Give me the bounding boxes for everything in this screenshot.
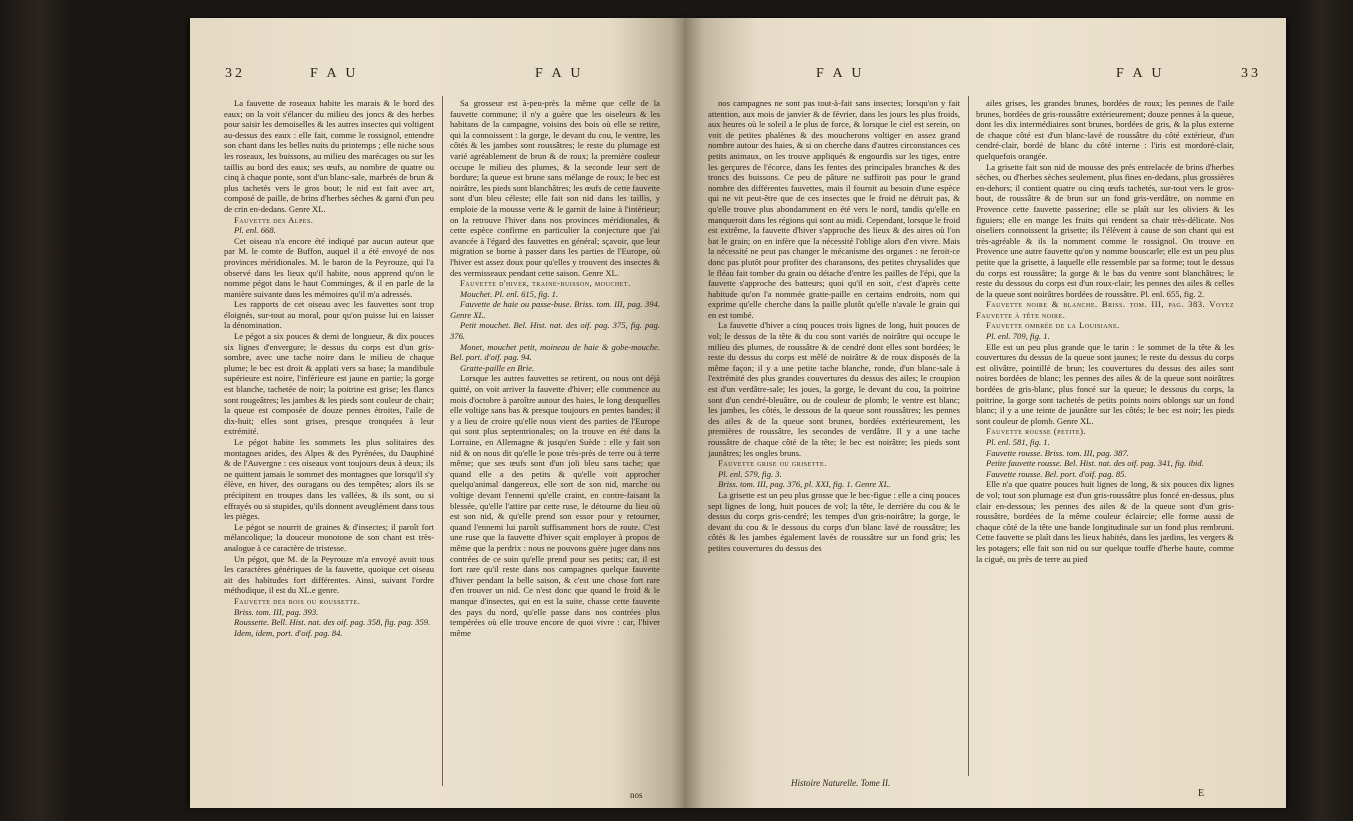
- left-col2-paragraph: Lorsque les autres fauvettes se retirent, ou nous ont déjà quitté, on voit arriver la fauvette d'hiver; elle commence au mois d'octobre à paroître autour des haies, le long desquelles elle voltige sans bas & presque toujours en pentes bandes; il y a lieu de croire qu'elle nous vient des parties de l'Europe qui sont plus septentrionales; on la trouve en été dans la Lorraine, en Allemagne & jusqu'en Suède : elle y fait son nid & on nous dit qu'elle le pose très-près de terre ou à terre même; que ses œufs sont d'un joli bleu sans tache; que quand elle a des petits & qu'elle voit approcher quelqu'animal dangereux, elle sort de son nid, marche ou voltige devant l'ennemi qu'elle craint, en contre-faisant la blessée, qu'elle l'attire par cette ruse, le détourne du lieu où est son nid, & qu'elle prend son essor pour y retourner, quand l'ennemi lui paroît suffisamment hors de route. C'est une ruse que la fauvette d'hiver sçait employer à propos de même que la perdrix : nous ne pouvons guère juger dans nos contrées de ce soin qu'elle prend pour ses petits; car, il est fort rare qu'il reste dans nos campagnes quelque fauvette d'hiver pendant la belle saison, & c'est une chose fort rare d'en trouver un nid. Ce n'est donc que quand le froid & le manque d'insectes, qui en est la suite, chasse cette fauvette des pays du nord, qu'elle passe dans nos contrées plus tempérées où elle trouve encore de quoi vivre : car, l'hiver même: [450, 373, 660, 638]
- right-col1-paragraph: La grisette est un peu plus grosse que le bec-figue : elle a cinq pouces sept lignes de long, huit pouces de vol; la tête, le derrière du cou & le dessus du corps gris-cendré; les tempes d'un gris-noirâtre; la gorge, le devant du cou & le dessous du corps d'un blanc lavé de roussâtre; les côtés & les jambes également lavés de roussâtre sur un fond gris; les petites couvertures du dessus des: [708, 489, 960, 553]
- left-col1-reference: Briss. tom. III, pag. 393.: [234, 606, 319, 617]
- left-col2-reference: Monet, mouchet petit, moineau de haie & gobe-mouche. Bel. port. d'oif. pag. 94.: [450, 341, 660, 363]
- left-col2-heading: Fauvette d'hiver, traine-buisson, mouchet.: [460, 278, 631, 289]
- right-column-1: [708, 98, 960, 773]
- left-page: [190, 18, 686, 808]
- right-col2-paragraph: Elle est un peu plus grande que le tarin : le sommet de la tête & les couvertures du dessus de la queue sont jaunes; le reste du dessus du corps est olivâtre, pointillé de brun; les couvertures du dessus des ailes sont noires bordées de blanc; les pennes des ailes & de la queue sont noirâtres bordées de gris-blanc, plus foncé sur la queue; le dessous du corps, la poitrine, la gorge sont tachetés de petits points noirs oblongs sur un fond blanc; il y a une teinte de jaunâtre sur les côtés; le bec est noir; les pieds sont couleur de plomb. Genre XL.: [976, 341, 1234, 426]
- right-col2-paragraph: La grisette fait son nid de mousse des prés entrelacée de brins d'herbes sèches, ou d'herbes sèches seulement, plus fines en-dedans, plus grossières en-dehors; il contient quatre ou cinq œufs tachetés, sur-tout vers le gros-bout, de roussâtre & de brun sur un fond gris-verdâtre, on nomme en Provence cette fauvette passerine; elle se plaît sur les oliviers & les figuiers; elle en mange les fruits qui rendent sa chair très-délicate. Nos oiseliers connoissent la grisette; ils l'élèvent à cause de son chant qui est très-agréable & ils la nomment comme le rossignol. On trouve en Provence une autre fauvette qu'on y nomme bouscarle; elle est un peu plus petite que la grisette, à laquelle elle ressemble par sa forme; tout le dessus du corps est roussâtre; la gorge & le bas du ventre sont blanchâtres; le reste du dessous du corps est d'un roux-clair; les pennes des ailes & celles de la queue sont noirâtres bordées de roussâtre. Pl. enl. 655, fig. 2.: [976, 161, 1234, 299]
- right-col1-paragraph: nos campagnes ne sont pas tout-à-fait sans insectes; lorsqu'on y fait attention, aux mois de janvier & de février, dans les jours les plus froids, aux heures où le soleil a le plus de force, & lorsque le ciel est serein, on voit de petites phalènes & des moucherons voltiger en assez grand nombre autour des haies, & si on cherche dans d'autres circonstances ces petits animaux, on les trouve appliqués & engourdis sur les tiges, entre les gerçures de l'écorce, dans les fentes des principales branches & des troncs des buissons. Ce peu de pâture ne suffiroit pas pour le grand nombre des différentes fauvettes, mais il fournit au besoin d'une espèce qui ne vit peut-être que de ces insectes que le froid ne détruit pas, & qu'elle trouve plus abondamment en été vers le nord, tandis qu'elle en manqueroit dans les régions qui sont au midi. Cependant, lorsque le froid est extrême, la fauvette d'hiver s'approche des lieux & des aires où l'on bat le grain; on en infère que la nécessité l'oblige alors d'en vivre. Mais la nécessité ne peut pas changer le mécanisme des organes : ne feroit-ce donc pas plutôt pour profiter des charansons, des petites chrysalides que le fléau fait tomber du grain ou détache d'entre les pailles de l'épi, que la fauvette s'approche des batteurs; quoi qu'il en soit, c'est d'après cette habitude qu'on l'a nommée gratte-paille en certains endroits, nom qui exprime qu'elle cherche dans la paille plutôt qu'elle n'avale le grain qui en est tombé.: [708, 98, 960, 320]
- left-col1-paragraph: Les rapports de cet oiseau avec les fauvettes sont trop éloignés, sur-tout au moral, pour qu'on puisse lui en laisser la dénomination.: [224, 299, 434, 331]
- left-col1-reference: Roussette. Bell. Hist. nat. des oif. pag. 358, fig. pag. 359.: [234, 617, 431, 628]
- running-head-left-a: F A U: [310, 66, 359, 81]
- column-rule-left: [442, 96, 443, 786]
- column-rule-right: [968, 96, 969, 776]
- left-col2-paragraph: Sa grosseur est à-peu-près la même que celle de la fauvette commune; il n'y a guère que les oiseleurs & les habitans de la campagne, voisins des bois où elle se retire, qui la connoissent : la gorge, le devant du cou, le ventre, les côtés & les jambes sont roussâtres; le reste du plumage est varié agréablement de brun & de roux; la première couleur occupe le milieu des plumes, & la seconde leur sert de bordure; la queue est brune sans mélange de roux; le bec est noirâtre, les pieds sont blanchâtres; les œufs de cette fauvette sont d'un bleu céleste; elle fait son nid dans les taillis, y emploie de la mousse verte & le garnit de laine à l'intérieur; on la retrouve l'hiver dans nos provinces méridionales, & cette espèce confirme en particulier la conjecture que j'ai avancée à l'égard des fauvettes en général; sçavoir, que leur migration se borne à passer dans les parties de l'Europe, où l'hiver est assez doux pour qu'elles y trouvent des insectes & des vermisseaux pendant cette saison. Genre XL.: [450, 98, 660, 278]
- left-col1-heading: Fauvette des bois ou roussette.: [234, 595, 361, 606]
- left-col2-reference: Gratte-paille en Brie.: [460, 362, 535, 373]
- left-col1-paragraph: Un pégot, que M. de la Peyrouze m'a envoyé avoit tous les caractères génériques de la fauvette, quoique cet oiseau ait des habitudes fort différentes. Ainsi, suivant l'ordre méthodique, il est du XL.e genre.: [224, 553, 434, 596]
- left-column-1: [224, 98, 434, 788]
- right-col2-paragraph: Elle n'a que quatre pouces huit lignes de long, & six pouces dix lignes de vol; tout son plumage est d'un gris-roussâtre plus foncé en-dessus, plus clair en-dessous; les pennes des ailes & de la queue sont d'un gris-roussâtre, bordées de la même couleur éclaircie; elle forme aussi de chaque côté de la tête une bande longitudinale sur un fond plus rembruni. Cette fauvette se plaît dans les lieux habités, dans les jardins, les vergers & les potagers; elle fait son nid ou sur quelque touffe d'herbe haute, comme la ciguë, ou près de terre au pied: [976, 479, 1234, 564]
- running-head-left-b: F A U: [535, 66, 584, 81]
- right-col2-reference: Petite fauvette rousse. Bel. Hist. nat. des oif. pag. 341, fig. ibid.: [986, 458, 1204, 469]
- right-col1-heading: Fauvette grise ou grisette.: [718, 458, 827, 469]
- right-col2-reference: Pl. enl. 581, fig. 1.: [986, 437, 1050, 447]
- left-col2-reference: Mouchet. Pl. enl. 615, fig. 1.: [460, 288, 559, 299]
- right-col1-reference: Pl. enl. 579, fig. 3.: [718, 468, 782, 479]
- right-column-2: [976, 98, 1234, 788]
- left-col1-heading: Fauvette des Alpes.: [234, 214, 314, 225]
- signature-mark: E: [1198, 788, 1205, 799]
- page-footer: Histoire Naturelle. Tome II.: [791, 778, 891, 788]
- left-col1-paragraph: Le pégot habite les sommets les plus solitaires des montagnes arides, des Alpes & des Pyrénées, du Dauphiné & de l'Auvergne : ces oiseaux vont toujours deux à deux; ils ne quittent jamais le sommet des montagnes que lorsqu'il s'y élève, en hiver, des ouragans ou des tempêtes; alors ils se précipitent en troupes dans les vallées, & ils sont, ou si effrayés ou si stupides, qu'ils donnent aveuglément dans tous les pièges.: [224, 437, 434, 522]
- left-col1-paragraph: La fauvette de roseaux habite les marais & le bord des eaux; on la voit s'élancer du milieu des joncs & des herbes pour saisir les demoiselles & les autres insectes qui voltigent au-dessus des eaux : elle fait, comme le rossignol, entendre son chant dans les belles nuits du printemps ; elle niche sous les roseaux, les buissons, au milieu des marécages ou sur les taillis au bord des eaux; ses œufs, au nombre de quatre ou cinq à chaque ponte, sont d'un blanc-sale, marbrés de brun & plus tachetés vers le gros bout; le nid est fait avec art, composé de paille, de brins d'herbes sèches & garni d'un peu de crin en-dedans. Genre XL.: [224, 98, 434, 214]
- catchword: nos: [630, 790, 643, 800]
- right-col1-paragraph: La fauvette d'hiver a cinq pouces trois lignes de long, huit pouces de vol; le dessus de la tête & du cou sont variés de noirâtre qui occupe le milieu des plumes, de roussâtre & de cendré dont elles sont bordées; le reste du dessus du corps est mêlé de noirâtre & de roux disposés de la même façon; il y a une petite tache blanche, ronde, d'un blanc-sale à l'extrémité des plus grandes couvertures du dessus des ailes; le croupion est d'un verdâtre-sale; les joues, la gorge, le devant du cou, la poitrine sont d'un cendré-bleuâtre, ou de couleur de plomb; le ventre est blanc; les jambes, les côtés, le dessous de la queue sont roussâtres; les pennes des ailes & de la queue sont brunes, bordées extérieurement, les premières de roussâtre, les secondes de verdâtre. Il y a une tache roussâtre de chaque côté de la tête; le bec est noirâtre; les pieds sont jaunâtres; les ongles bruns.: [708, 320, 960, 458]
- right-col1-reference: Briss. tom. III, pag. 376, pl. XXI, fig. 1. Genre XL.: [718, 479, 891, 490]
- left-column-2: [450, 98, 660, 788]
- right-col2-heading: Fauvette rousse (petite).: [986, 426, 1087, 437]
- left-col1-paragraph: Le pégot se nourrit de graines & d'insectes; il paroît fort mélancolique; la douceur monotone de son chant est très-analogue à ce caractère de tristesse.: [224, 521, 434, 553]
- left-col1-paragraph: Le pégot a six pouces & demi de longueur, & dix pouces six lignes d'envergure; le dessus du corps est d'un gris-sombre, avec une tache noire dans le milieu de chaque plume; le bec est droit & applati vers sa base; la mandibule supérieure est noire, l'inférieure est jaune en partie; la gorge est blanche, tachetée de noir; la poitrine est grise; les flancs sont rougeâtres; les jambes & les pieds sont couleur de chair; la queue est composée de douze pennes étroites, l'aile de dix-huit; elles sont grises, presque tronquées à leur extrémité.: [224, 331, 434, 437]
- running-head-right-b: F A U: [1116, 66, 1165, 81]
- right-col2-reference: Pl. enl. 709, fig. 1.: [986, 331, 1050, 342]
- left-col1-reference: Pl. enl. 668.: [234, 225, 276, 236]
- right-col2-heading: Fauvette noire & blanche. Briss. tom. III, pag. 383. Voyez Fauvette à tête noire.: [976, 299, 1234, 320]
- left-col1-paragraph: Cet oiseau n'a encore été indiqué par aucun auteur que par M. le comte de Buffon, auquel il a été envoyé de nos provinces méridionales. M. le baron de la Peyrouze, qui l'a observé dans les lieux qu'il habite, nous apprend qu'on le nomme pégot dans le haut Comminges, & il en parle de la manière suivante dans les mémoires qu'il m'a adressés.: [224, 235, 434, 299]
- right-col2-reference: Fauvette rousse. Bel. port. d'oif. pag. 85.: [986, 468, 1127, 479]
- right-col2-reference: Fauvette rousse. Briss. tom. III, pag. 387.: [986, 447, 1129, 458]
- left-col2-reference: Petit mouchet. Bel. Hist. nat. des oif. pag. 375, fig. pag. 376.: [450, 320, 660, 342]
- right-col2-paragraph: ailes grises, les grandes brunes, bordées de roux; les pennes de l'aile brunes, bordées de gris-roussâtre extérieurement; douze pennes à la queue, dont les dix intermédiaires sont brunes, bordées de gris, & la plus externe de chaque côté est d'un blanc-lavé de roussâtre du côté extérieur, d'un cendré-clair, bordé de blanc du côté interne : l'iris est mordoré-clair, quelquefois orangée.: [976, 98, 1234, 161]
- running-head-right-a: F A U: [816, 66, 865, 81]
- page-number-right: 33: [1241, 66, 1261, 81]
- right-page: [686, 18, 1286, 808]
- left-col1-reference: Idem, idem, port. d'oif. pag. 84.: [234, 627, 343, 638]
- right-col2-heading: Fauvette ombrée de la Louisiane.: [986, 320, 1120, 331]
- page-number-left: 32: [225, 66, 245, 81]
- left-col2-reference: Fauvette de haie ou passe-buse. Briss. tom. III, pag. 394. Genre XL.: [450, 299, 660, 320]
